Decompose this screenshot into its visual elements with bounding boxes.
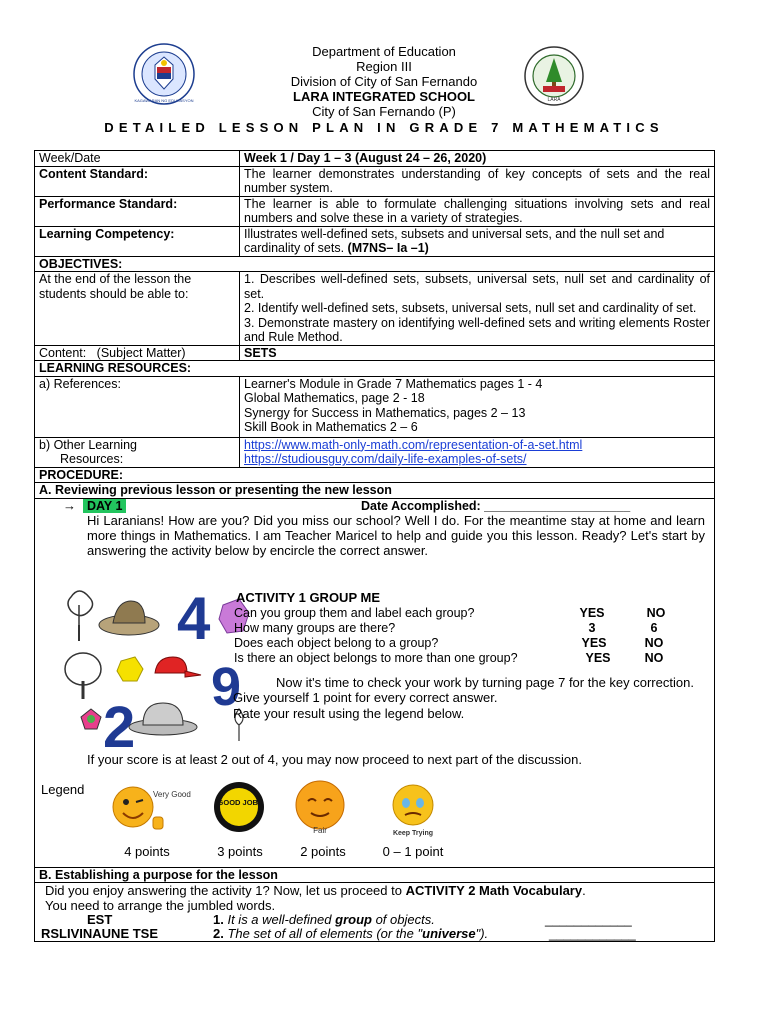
table-row — [35, 361, 715, 377]
star-gem-icon — [81, 709, 101, 729]
reference-item: Skill Book in Mathematics 2 – 6 — [244, 420, 418, 434]
legend-caption: 2 points — [300, 843, 346, 859]
section-b-body — [35, 883, 715, 942]
objective-item: 1. Describes well-defined sets, subsets, universal sets, null set and cardinality of set. — [244, 272, 710, 301]
objectives-intro: At the end of the lesson the students should be able to: — [35, 272, 240, 346]
reference-item: Synergy for Success in Mathematics, pages 2 – 13 — [244, 405, 526, 420]
bowler-hat-icon — [129, 703, 197, 735]
digit-four: 4 — [177, 584, 211, 652]
table-row — [35, 467, 715, 483]
item-text: "). — [475, 926, 489, 941]
objective-item: 2. Identify well-defined sets, subsets, universal sets, null set and cardinality of set. — [244, 301, 697, 315]
arrow-icon: → — [63, 497, 76, 513]
legend-caption: 4 points — [124, 843, 170, 859]
item-number: 1. — [213, 912, 224, 927]
table-row — [35, 272, 715, 346]
week-label: Week/Date — [35, 151, 240, 167]
content-label: Content: (Subject Matter) — [35, 345, 240, 361]
intro-text: . — [582, 883, 586, 898]
item-keyword: group — [335, 912, 372, 927]
answer-option[interactable]: 3 — [588, 620, 596, 635]
yellow-gem-icon — [117, 657, 143, 681]
jumbled-word: RSLIVINAUNE TSE — [41, 926, 159, 941]
item-text: It is a well-defined — [227, 912, 336, 927]
other-resources-label-line: Resources: — [60, 452, 124, 466]
dept-name: Department of Education — [312, 44, 456, 59]
very-good-face-icon — [109, 777, 191, 835]
answer-option[interactable]: NO — [646, 605, 666, 620]
item-text: of objects. — [371, 912, 435, 927]
question-row — [234, 621, 714, 636]
lesson-plan-table — [34, 150, 715, 942]
check-instructions — [233, 675, 705, 722]
table-row — [35, 196, 715, 226]
intro-paragraph: Hi Laranians! How are you? Did you miss our school? Well I do. For the meantime stay at home and learn more things in Mathematics. I am Teacher Maricel to help and guide you this lesson. Ready? Let's start by answering the activity below by encircle the correct answer. — [87, 512, 705, 558]
digit-two: 2 — [103, 694, 136, 760]
right-seal-text: LARA — [547, 97, 561, 103]
procedure-body — [35, 498, 715, 867]
answer-option[interactable]: 6 — [650, 620, 658, 635]
section-b-heading: B. Establishing a purpose for the lesson — [35, 867, 715, 883]
table-row — [35, 498, 715, 867]
jumbled-word: EST — [87, 912, 113, 927]
item-keyword: universe — [422, 926, 476, 941]
item-number: 2. — [213, 926, 224, 941]
answer-blank[interactable]: ____________ — [545, 912, 632, 927]
objects-illustration — [61, 584, 253, 760]
legend-face-text: Very Good — [153, 789, 191, 799]
activity-questions — [234, 606, 714, 666]
cap-icon — [155, 657, 201, 677]
division-name: Division of City of San Fernando — [290, 74, 478, 89]
competency-value: Illustrates well-defined sets, subsets and universal sets, and the null set and cardinality of sets. — [244, 226, 665, 255]
content-standard-value: The learner demonstrates understanding of key concepts of sets and the real number system. — [240, 166, 715, 196]
resource-link-2[interactable]: https://studiousguy.com/daily-life-examples-of-sets/ — [244, 452, 527, 466]
other-resources-label — [35, 437, 240, 467]
answer-option[interactable]: NO — [644, 650, 664, 665]
fair-face-icon — [291, 779, 349, 835]
resource-link-1[interactable]: https://www.math-only-math.com/representation-of-a-set.html — [244, 437, 583, 452]
week-value: Week 1 / Day 1 – 3 (August 24 – 26, 2020) — [240, 151, 715, 167]
procedure-heading: PROCEDURE: — [35, 467, 715, 483]
resources-heading: LEARNING RESOURCES: — [35, 361, 715, 377]
references-label: a) References: — [35, 376, 240, 437]
intro-text: Did you enjoy answering the activity 1? Now, let us proceed to — [45, 883, 406, 898]
activity-2-instruction: You need to arrange the jumbled words. — [45, 898, 276, 913]
reference-item: Global Mathematics, page 2 - 18 — [244, 391, 425, 405]
answer-option[interactable]: NO — [644, 635, 664, 650]
competency-code: (M7NS– Ia –1) — [347, 241, 429, 255]
proceed-text: If your score is at least 2 out of 4, you may now proceed to next part of the discussion. — [87, 751, 582, 767]
objectives-heading: OBJECTIVES: — [35, 256, 715, 272]
question-text: Is there an object belongs to more than one group? — [234, 650, 518, 665]
legend-caption: 3 points — [217, 843, 263, 859]
question-row — [234, 651, 714, 666]
table-row — [35, 256, 715, 272]
answer-option[interactable]: YES — [579, 605, 605, 620]
question-row — [234, 636, 714, 651]
performance-standard-label: Performance Standard: — [35, 196, 240, 226]
legend-face-text: GOOD JOB! — [217, 797, 261, 807]
city-name: City of San Fernando (P) — [312, 104, 456, 119]
activity-title: ACTIVITY 1 GROUP ME — [236, 589, 380, 605]
other-resources-label-line: b) Other Learning — [39, 437, 137, 452]
day-badge: DAY 1 — [83, 499, 126, 514]
legend-face-text: Fair — [313, 825, 327, 835]
other-resources-links — [240, 437, 715, 467]
left-seal-text: KAGAWARAN NG EDUKASYON — [134, 98, 194, 103]
region-name: Region III — [356, 59, 412, 74]
tree-icon — [68, 591, 93, 641]
content-standard-label: Content Standard: — [35, 166, 240, 196]
table-row — [35, 867, 715, 883]
check-text: Now it's time to check your work by turning page 7 for the key correction. — [276, 674, 694, 690]
objectives-list — [240, 272, 715, 346]
legend-label: Legend — [41, 781, 85, 797]
table-row — [35, 376, 715, 437]
activity-2-title: ACTIVITY 2 Math Vocabulary — [405, 883, 583, 898]
answer-option[interactable]: YES — [585, 650, 611, 665]
table-row — [35, 226, 715, 256]
answer-blank[interactable]: ____________ — [549, 926, 636, 941]
date-accomplished: Date Accomplished: _____________________ — [361, 498, 631, 513]
item-text: The set of all of elements (or the " — [227, 926, 423, 941]
table-row — [35, 883, 715, 942]
legend-face-text: Keep Trying — [392, 829, 434, 837]
question-text: Does each object belong to a group? — [234, 635, 439, 650]
table-row — [35, 166, 715, 196]
competency-cell — [240, 226, 715, 256]
question-row — [234, 606, 714, 621]
digit-nine: 9 — [211, 656, 242, 717]
activity-2-intro — [45, 884, 586, 899]
section-a-heading: A. Reviewing previous lesson or presenting the new lesson — [35, 483, 715, 499]
answer-option[interactable]: YES — [581, 635, 607, 650]
references-list — [240, 376, 715, 437]
hat-icon — [99, 601, 159, 635]
keep-trying-face-icon — [381, 781, 445, 839]
reference-item: Learner's Module in Grade 7 Mathematics pages 1 - 4 — [244, 376, 543, 391]
document-title: DETAILED LESSON PLAN IN GRADE 7 MATHEMATICS — [104, 120, 664, 135]
performance-standard-value: The learner is able to formulate challenging situations involving sets and real numbers and solve these in a variety of strategies. — [240, 196, 715, 226]
tree2-icon — [65, 653, 101, 699]
objective-item: 3. Demonstrate mastery on identifying well-defined sets and writing elements Roster and Rule Method. — [244, 315, 710, 344]
legend-caption: 0 – 1 point — [382, 843, 444, 859]
check-text: Give yourself 1 point for every correct answer. — [233, 690, 498, 705]
vocab-item — [213, 927, 488, 942]
table-row — [35, 151, 715, 167]
table-row — [35, 437, 715, 467]
table-row — [35, 483, 715, 499]
question-text: Can you group them and label each group? — [234, 605, 475, 620]
content-value: SETS — [240, 345, 715, 361]
school-name: LARA INTEGRATED SCHOOL — [293, 89, 475, 104]
good-job-face-icon — [211, 781, 267, 833]
question-text: How many groups are there? — [234, 620, 396, 635]
check-text: Rate your result using the legend below. — [233, 705, 465, 721]
table-row — [35, 345, 715, 361]
competency-label: Learning Competency: — [35, 226, 240, 256]
